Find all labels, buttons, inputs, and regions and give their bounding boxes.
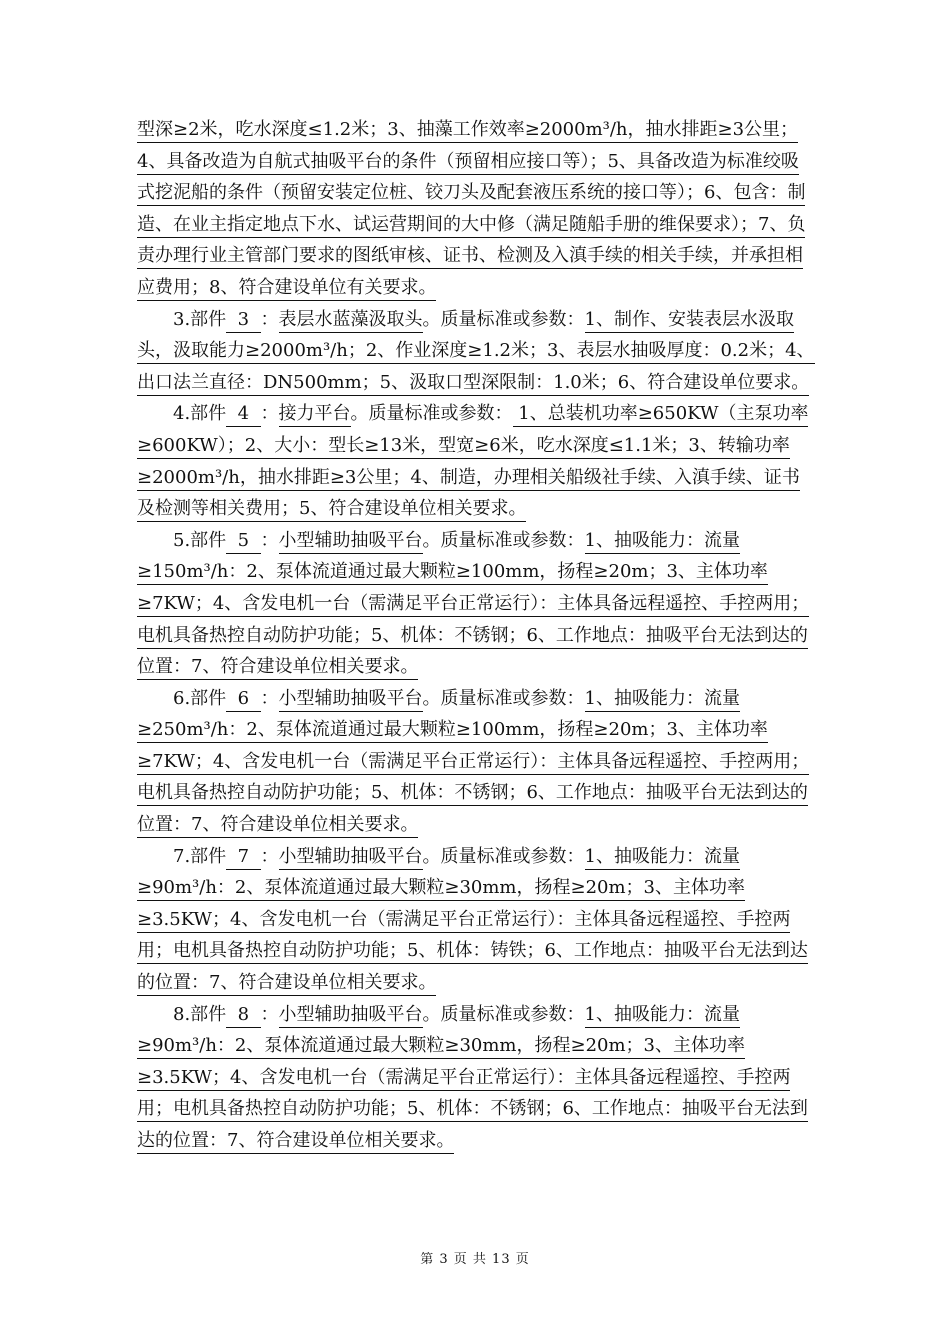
underlined-text: 5 — [226, 530, 260, 554]
underlined-text: 1、抽吸能力：流量≥90m³/h：2、泵体流道通过最大颗粒≥30mm，扬程≥20m；3、主体功率≥3.5KW；4、含发电机一台（需满足平台正常运行）：主体具备远程遥控、手控两用；电机具备热控自动防护功能；5、机体：不锈钢；6、工作地点：抽吸平台无法到达的位置：7、符合建设单位相关要求。 — [137, 1004, 808, 1154]
underlined-text: 接力平台 — [279, 403, 351, 427]
underlined-text: 1、抽吸能力：流量≥90m³/h：2、泵体流道通过最大颗粒≥30mm，扬程≥20m；3、主体功率≥3.5KW；4、含发电机一台（需满足平台正常运行）：主体具备远程遥控、手控两用；电机具备热控自动防护功能；5、机体：铸铁；6、工作地点：抽吸平台无法到达的位置：7、符合建设单位相关要求。 — [137, 846, 808, 996]
plain-text: ： — [260, 529, 279, 551]
plain-text: ： — [260, 687, 279, 709]
paragraph — [137, 841, 815, 999]
plain-text: 6.部件 — [173, 687, 227, 709]
plain-text: 。质量标准或参数： — [422, 1003, 585, 1025]
underlined-text: 1、抽吸能力：流量≥150m³/h：2、泵体流道通过最大颗粒≥100mm，扬程≥20m；3、主体功率≥7KW；4、含发电机一台（需满足平台正常运行）：主体具备远程遥控、手控两用；电机具备热控自动防护功能；5、机体：不锈钢；6、工作地点：抽吸平台无法到达的位置：7、符合建设单位相关要求。 — [137, 530, 809, 680]
underlined-text: 小型辅助抽吸平台 — [279, 688, 423, 712]
underlined-text: 表层水蓝藻汲取头 — [279, 309, 423, 333]
plain-text: 5.部件 — [173, 529, 227, 551]
paragraph — [137, 525, 815, 683]
underlined-text: 6 — [226, 688, 260, 712]
page-number-footer: 第 3 页 共 13 页 — [420, 1252, 530, 1267]
paragraph — [137, 114, 815, 304]
plain-text: 8.部件 — [173, 1003, 227, 1025]
underlined-text: 小型辅助抽吸平台 — [279, 846, 423, 870]
plain-text: 。质量标准或参数： — [422, 687, 585, 709]
plain-text: 4.部件 — [173, 403, 227, 425]
underlined-text: 3 — [226, 309, 260, 333]
plain-text: ： — [260, 308, 279, 330]
underlined-text: 小型辅助抽吸平台 — [279, 1004, 423, 1028]
paragraph — [137, 999, 815, 1157]
paragraph — [137, 683, 815, 841]
plain-text: 。质量标准或参数： — [422, 308, 585, 330]
plain-text: 。质量标准或参数： — [422, 529, 585, 551]
document-body — [137, 114, 815, 1157]
underlined-text: 1、抽吸能力：流量≥250m³/h：2、泵体流道通过最大颗粒≥100mm，扬程≥20m；3、主体功率≥7KW；4、含发电机一台（需满足平台正常运行）：主体具备远程遥控、手控两用；电机具备热控自动防护功能；5、机体：不锈钢；6、工作地点：抽吸平台无法到达的位置：7、符合建设单位相关要求。 — [137, 688, 809, 838]
underlined-text: 4 — [226, 403, 260, 427]
underlined-text: 1、制作、安装表层水汲取头，汲取能力≥2000m³/h；2、作业深度≥1.2米；3、表层水抽吸厚度：0.2米；4、出口法兰直径：DN500mm；5、汲取口型深限制：1.0米；6、符合建设单位要求。 — [137, 309, 815, 396]
plain-text: ： — [260, 1003, 279, 1025]
plain-text: 7.部件 — [173, 845, 227, 867]
underlined-text: 小型辅助抽吸平台 — [279, 530, 423, 554]
underlined-text: 7 — [226, 846, 260, 870]
plain-text: ： — [260, 845, 279, 867]
plain-text: 。质量标准或参数： — [350, 403, 513, 425]
underlined-text: 1、总装机功率≥650KW（主泵功率≥600KW）；2、大小：型长≥13米，型宽≥6米，吃水深度≤1.1米；3、转输功率≥2000m³/h，抽水排距≥3公里；4、制造，办理相关船级社手续、入滇手续、证书及检测等相关费用；5、符合建设单位相关要求。 — [137, 403, 808, 522]
paragraph — [137, 304, 815, 399]
plain-text: ： — [260, 403, 279, 425]
plain-text: 。质量标准或参数： — [422, 845, 585, 867]
underlined-text: 8 — [226, 1004, 260, 1028]
plain-text: 3.部件 — [173, 308, 227, 330]
paragraph — [137, 398, 815, 524]
underlined-text: 型深≥2米，吃水深度≤1.2米；3、抽藻工作效率≥2000m³/h，抽水排距≥3公里；4、具备改造为自航式抽吸平台的条件（预留相应接口等）；5、具备改造为标准绞吸式挖泥船的条件（预留安装定位桩、铰刀头及配套液压系统的接口等）；6、包含：制造、在业主指定地点下水、试运营期间的大中修（满足随船手册的维保要求）；7、负责办理行业主管部门要求的图纸审核、证书、检测及入滇手续的相关手续，并承担相应费用；8、符合建设单位有关要求。 — [137, 119, 805, 301]
